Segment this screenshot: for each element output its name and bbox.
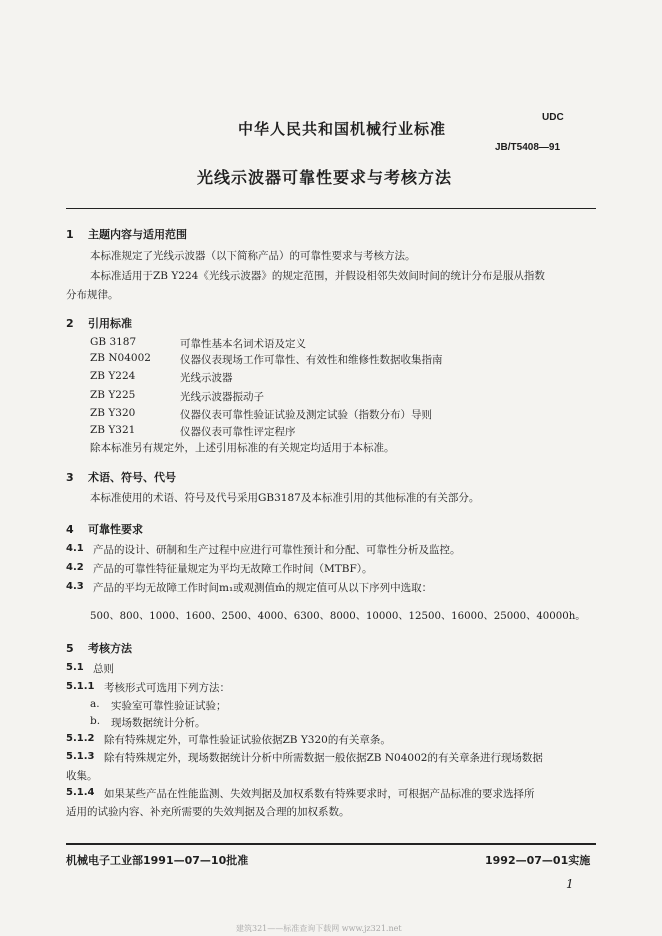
paragraph: 产品的设计、研制和生产过程中应进行可靠性预计和分配、可靠性分析及监控。	[93, 544, 461, 556]
paragraph: 除有特殊规定外，可靠性验证试验依据ZB Y320的有关章条。	[104, 734, 391, 746]
reference-title: 仪器仪表可靠性评定程序	[180, 426, 296, 438]
reference-title: 仪器仪表现场工作可靠性、有效性和维修性数据收集指南	[180, 354, 443, 366]
reference-title: 光线示波器	[180, 372, 233, 384]
paragraph: 分布规律。	[66, 289, 119, 301]
section-number: 2	[66, 317, 74, 330]
reference-title: 可靠性基本名词术语及定义	[180, 338, 306, 350]
paragraph: 本标准使用的术语、符号及代号采用GB3187及本标准引用的其他标准的有关部分。	[90, 492, 480, 504]
paragraph: 考核形式可选用下列方法：	[104, 682, 230, 694]
section-number: 4	[66, 523, 74, 536]
paragraph: 如果某些产品在性能监测、失效判据及加权系数有特殊要求时，可根据产品标准的要求选择所	[104, 788, 535, 800]
paragraph: 产品的可靠性特征量规定为平均无故障工作时间（MTBF）。	[93, 563, 373, 575]
effective-date: 1992—07—01实施	[485, 854, 591, 867]
paragraph: 产品的平均无故障工作时间m₁或观测值m̂的规定值可从以下序列中选取：	[93, 582, 433, 594]
section-5-heading	[66, 640, 132, 656]
section-title: 引用标准	[88, 317, 132, 330]
paragraph: 除本标准另有规定外，上述引用标准的有关规定均适用于本标准。	[90, 442, 395, 454]
paragraph: 本标准规定了光线示波器（以下简称产品）的可靠性要求与考核方法。	[90, 250, 416, 262]
header-rule	[66, 208, 596, 209]
paragraph: 适用的试验内容、补充所需要的失效判据及合理的加权系数。	[66, 806, 350, 818]
udc-label: UDC	[542, 112, 564, 123]
list-item: 实验室可靠性验证试验；	[111, 700, 227, 712]
section-4-heading	[66, 521, 143, 537]
value-series: 500、800、1000、1600、2500、4000、6300、8000、10000、12500、16000、25000、40000h。	[90, 611, 586, 622]
paragraph: 总则	[93, 663, 114, 675]
watermark: 建筑321——标准查询下载网 www.jz321.net	[236, 924, 402, 933]
clause-number: 4.3	[66, 581, 84, 592]
paragraph: 除有特殊规定外，现场数据统计分析中所需数据一般依据ZB N04002的有关章条进行现场数据	[104, 752, 543, 764]
paragraph: 本标准适用于ZB Y224《光线示波器》的规定范围，并假设相邻失效间时间的统计分布是服从指数	[90, 270, 545, 282]
list-item: 现场数据统计分析。	[111, 717, 206, 729]
reference-id: ZB Y321	[90, 424, 136, 436]
section-number: 1	[66, 228, 74, 241]
section-title: 可靠性要求	[88, 523, 143, 536]
document-title: 光线示波器可靠性要求与考核方法	[197, 168, 453, 187]
issuing-body: 中华人民共和国机械行业标准	[238, 120, 447, 138]
standard-code: JB/T5408—91	[495, 142, 561, 153]
clause-number: 5.1.3	[66, 751, 95, 762]
reference-title: 仪器仪表可靠性验证试验及测定试验（指数分布）导则	[180, 409, 432, 421]
reference-id: ZB Y320	[90, 407, 136, 419]
reference-id: ZB N04002	[90, 352, 151, 364]
page-number: 1	[566, 877, 574, 891]
reference-id: ZB Y224	[90, 370, 136, 382]
footer-rule	[66, 843, 596, 845]
list-label: b.	[90, 715, 101, 727]
clause-number: 4.1	[66, 543, 84, 554]
clause-number: 5.1.4	[66, 787, 95, 798]
approval-date: 机械电子工业部1991—07—10批准	[66, 854, 249, 867]
clause-number: 4.2	[66, 562, 84, 573]
list-label: a.	[90, 698, 100, 710]
section-2-heading	[66, 315, 132, 331]
section-title: 术语、符号、代号	[88, 471, 176, 484]
section-1-heading	[66, 226, 187, 242]
section-title: 考核方法	[88, 642, 132, 655]
section-number: 5	[66, 642, 74, 655]
clause-number: 5.1.1	[66, 681, 95, 692]
paragraph: 收集。	[66, 770, 98, 782]
section-3-heading	[66, 469, 176, 485]
clause-number: 5.1	[66, 662, 84, 673]
reference-id: ZB Y225	[90, 389, 136, 401]
clause-number: 5.1.2	[66, 733, 95, 744]
reference-title: 光线示波器振动子	[180, 391, 264, 403]
section-number: 3	[66, 471, 74, 484]
section-title: 主题内容与适用范围	[88, 228, 187, 241]
reference-id: GB 3187	[90, 336, 137, 348]
